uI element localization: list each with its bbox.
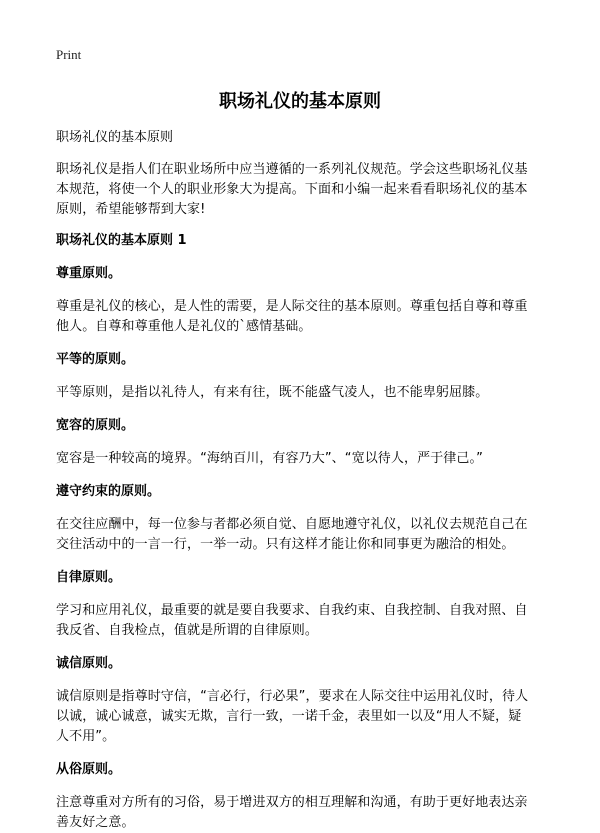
principle-body [56,297,544,337]
principle-body [56,601,544,641]
principle-body [56,515,544,555]
intro-paragraph [56,160,544,220]
principle-body [56,793,544,833]
text-line: 交往活动中的一言一行，一举一动。只有这样才能让你和同事更为融洽的相处。 [56,537,515,552]
text-line: 善友好之意。 [56,815,135,830]
text-line: 诚信原则是指尊时守信，“言必行，行必果”，要求在人际交往中运用礼仪时，待人 [56,689,529,704]
text-line: 以诚，诚心诚意，诚实无欺，言行一致，一诺千金，表里如一以及“用人不疑，疑 [56,709,522,724]
text-line: 人不用”。 [56,729,116,744]
text-line: 平等原则，是指以礼待人，有来有往，既不能盛气凌人，也不能卑躬屈膝。 [56,385,489,400]
page-title: 职场礼仪的基本原则 [219,91,381,112]
print-link[interactable]: Print [56,47,82,62]
text-line: 他人。自尊和尊重他人是礼仪的`感情基础。 [56,319,312,334]
text-line: 注意尊重对方所有的习俗，易于增进双方的相互理解和沟通，有助于更好地表达亲 [56,795,528,810]
section-title: 职场礼仪的基本原则 1 [56,233,187,248]
text-line: 原则，希望能够帮到大家! [56,202,206,217]
principle-body [56,383,544,403]
principle-body [56,687,544,747]
text-line: 我反省、自我检点，值就是所谓的自律原则。 [56,623,319,638]
subtitle: 职场礼仪的基本原则 [56,130,174,145]
principle-heading: 平等的原则。 [56,352,135,367]
principle-heading: 自律原则。 [56,570,122,585]
text-line: 尊重是礼仪的核心，是人性的需要，是人际交往的基本原则。尊重包括自尊和尊重 [56,299,528,314]
text-line: 本规范，将使一个人的职业形象大为提高。下面和小编一起来看看职场礼仪的基本 [56,182,528,197]
principle-body [56,449,544,469]
principle-heading: 宽容的原则。 [56,418,135,433]
principle-heading: 从俗原则。 [56,762,122,777]
principle-heading: 遵守约束的原则。 [56,484,161,499]
text-line: 学习和应用礼仪，最重要的就是要自我要求、自我约束、自我控制、自我对照、自 [56,603,528,618]
principle-heading: 诚信原则。 [56,656,122,671]
principle-heading: 尊重原则。 [56,266,122,281]
text-line: 在交往应酬中，每一位参与者都必须自觉、自愿地遵守礼仪，以礼仪去规范自己在 [56,517,528,532]
text-line: 宽容是一种较高的境界。“海纳百川，有容乃大”、“宽以待人，严于律己。” [56,451,483,466]
text-line: 职场礼仪是指人们在职业场所中应当遵循的一系列礼仪规范。学会这些职场礼仪基 [56,162,528,177]
